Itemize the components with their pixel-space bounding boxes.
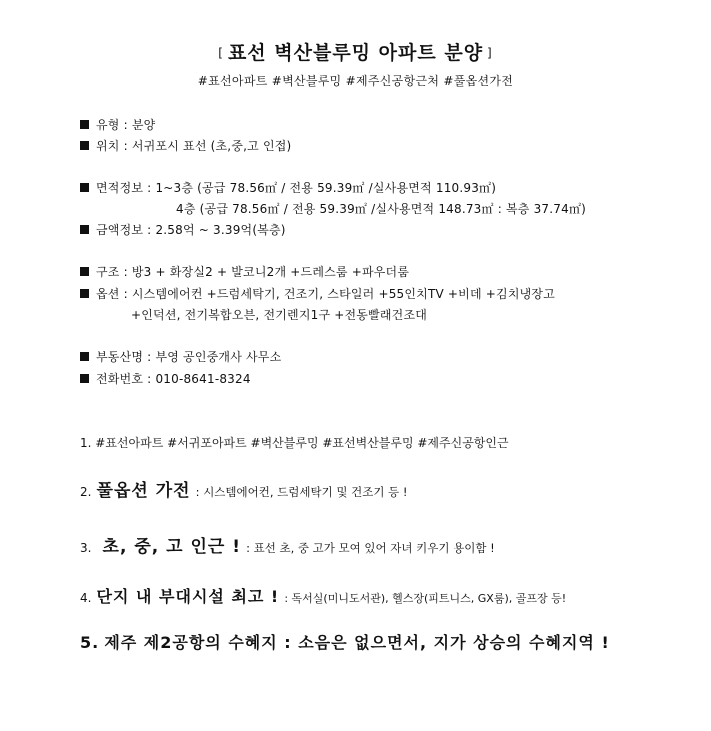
point-head: 풀옵션 가전	[96, 481, 191, 501]
info-type-text: 유형 : 분양	[96, 118, 156, 132]
point-head: 단지 내 부대시설 최고 !	[96, 587, 280, 606]
info-phone	[80, 370, 251, 387]
point-4	[80, 584, 566, 607]
info-price	[80, 221, 286, 238]
title-bracket-right: ]	[487, 46, 493, 60]
point-number: 1.	[80, 436, 92, 450]
point-1	[80, 434, 509, 451]
point-text: : 표선 초, 중 고가 모여 있어 자녀 키우기 용이함 !	[246, 541, 495, 555]
info-location	[80, 137, 291, 154]
square-bullet-icon	[80, 289, 89, 298]
info-area	[80, 179, 496, 196]
info-structure-text: 구조 : 방3 + 화장실2 + 발코니2개 +드레스룸 +파우더룸	[96, 265, 410, 279]
square-bullet-icon	[80, 141, 89, 150]
square-bullet-icon	[80, 352, 89, 361]
info-area-line2: 4층 (공급 78.56㎡ / 전용 59.39㎡ /실사용면적 148.73㎡ : 복층 37.74㎡)	[176, 202, 587, 216]
info-options	[80, 285, 555, 302]
point-text: #표선아파트 #서귀포아파트 #벽산블루밍 #표선벽산블루밍 #제주신공항인근	[95, 436, 509, 450]
hashtags: #표선아파트 #벽산블루밍 #제주신공항근처 #풀옵션가전	[197, 74, 514, 88]
square-bullet-icon	[80, 267, 89, 276]
page-title	[0, 38, 711, 65]
info-agency	[80, 348, 281, 365]
info-options-line2: +인덕션, 전기복합오븐, 전기렌지1구 +전동빨래건조대	[131, 308, 428, 322]
square-bullet-icon	[80, 183, 89, 192]
point-2	[80, 476, 408, 501]
point-text: : 시스템에어컨, 드럼세탁기 및 건조기 등 !	[195, 485, 408, 499]
point-5	[80, 630, 610, 653]
square-bullet-icon	[80, 374, 89, 383]
info-agency-text: 부동산명 : 부영 공인중개사 사무소	[96, 350, 282, 364]
info-structure	[80, 263, 409, 280]
info-location-text: 위치 : 서귀포시 표선 (초,중,고 인접)	[96, 139, 292, 153]
title-bracket-left: [	[218, 46, 224, 60]
info-type	[80, 116, 155, 133]
square-bullet-icon	[80, 225, 89, 234]
point-number: 4.	[80, 591, 92, 605]
point-number: 3.	[80, 541, 92, 555]
point-text: : 독서실(미니도서관), 헬스장(피트니스, GX룸), 골프장 등!	[284, 592, 567, 605]
point-head: 초, 중, 고 인근 !	[102, 537, 241, 557]
info-phone-text: 전화번호 : 010-8641-8324	[96, 372, 251, 386]
square-bullet-icon	[80, 120, 89, 129]
info-area-line1: 면적정보 : 1~3층 (공급 78.56㎡ / 전용 59.39㎡ /실사용면적 110.93㎡)	[96, 181, 497, 195]
info-price-text: 금액정보 : 2.58억 ~ 3.39억(복층)	[96, 223, 286, 237]
point-number: 2.	[80, 485, 92, 499]
point-number: 5.	[80, 633, 100, 652]
point-3	[80, 532, 495, 557]
info-options-line1: 옵션 : 시스템에어컨 +드럼세탁기, 건조기, 스타일러 +55인치TV +비데 +김치냉장고	[96, 287, 555, 301]
title-text: 표선 벽산블루밍 아파트 분양	[227, 42, 484, 64]
point-text: 제주 제2공항의 수혜지 : 소음은 없으면서, 지가 상승의 수혜지역 !	[104, 633, 610, 652]
